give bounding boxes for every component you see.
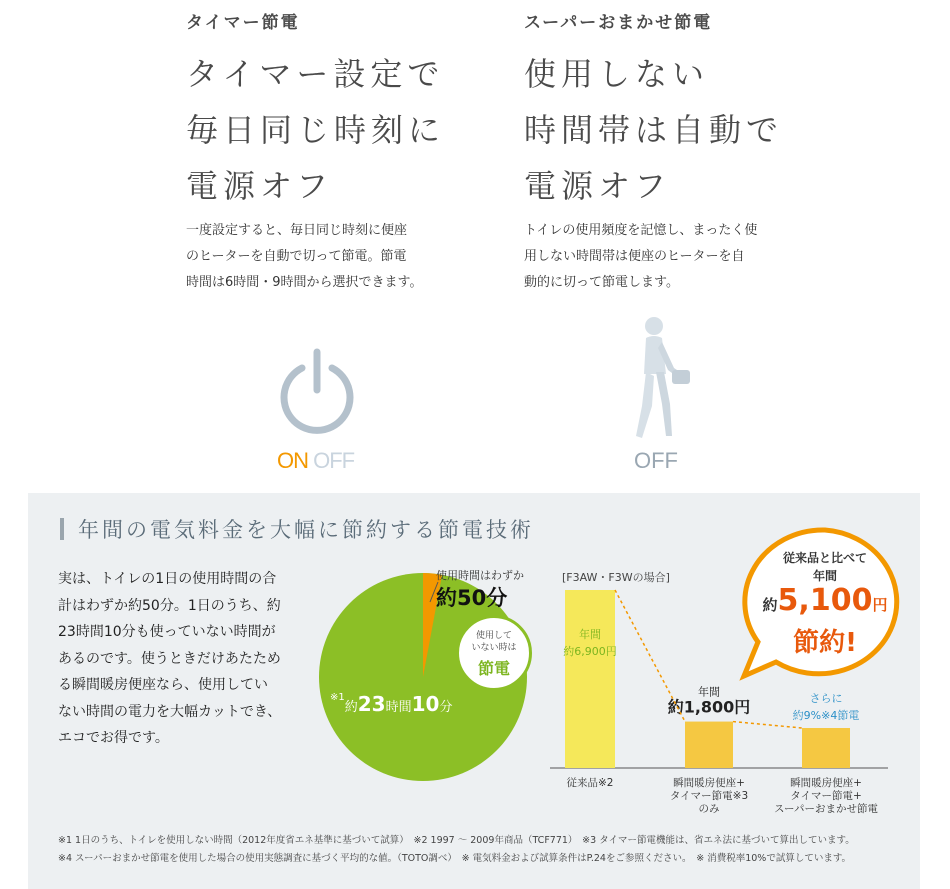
bubble-emphasis: 節電 [477, 659, 510, 678]
category-label: のみ [698, 803, 720, 815]
description-line: 用しない時間帯は便座のヒーターを自 [524, 249, 745, 264]
headline-line: 毎日同じ時刻に [186, 111, 446, 149]
trend-line [615, 590, 685, 722]
bar-data-label: 年間 [698, 685, 720, 699]
category-label: 瞬間暖房便座+ [673, 777, 745, 789]
bar-data-label: 約1,800円 [667, 697, 751, 717]
headline-line: タイマー設定で [186, 55, 445, 93]
bubble-line: 使用して [475, 631, 512, 641]
footnote-ref: ※1 [330, 692, 345, 703]
footnote-line: ※4 スーパーおまかせ節電を使用した場合の使用実態調査に基づく平均的な値。（TOTO調べ） ※ 電気料金および試算条件はP.24をご参照ください。 ※ 消費税率10%で試算しています。 [58, 853, 852, 864]
panel-body-text [58, 566, 281, 752]
minutes-unit: 分 [439, 700, 453, 715]
pie-used-label: 使用時間はわずか [436, 569, 524, 582]
body-line: 計はわずか約50分。1日のうち、約 [58, 597, 281, 614]
bar-1 [565, 590, 615, 768]
heading-accent-bar [60, 518, 64, 540]
approx-label: 約 [762, 596, 778, 614]
pie-unused-label [330, 692, 452, 716]
off-label: OFF [313, 448, 355, 473]
description-line: 動的に切って節電します。 [524, 275, 679, 290]
chart-subtitle: [F3AW・F3Wの場合] [562, 571, 670, 584]
description-line: 一度設定すると、毎日同じ時刻に便座 [186, 223, 408, 238]
body-line: 実は、トイレの1日の使用時間の合 [58, 571, 277, 587]
body-line: る瞬間暖房便座なら、使用してい [58, 677, 268, 693]
hours-value: 23 [357, 692, 386, 716]
trend-line [733, 722, 802, 728]
super-feature-title: スーパーおまかせ節電 [524, 13, 713, 33]
amount-value: 5,100 [777, 583, 873, 618]
body-line: ない時間の電力を大幅カットでき、 [58, 703, 282, 720]
on-label: ON [277, 448, 308, 473]
bar-data-label: 約9%※4節電 [792, 709, 860, 723]
burst-amount [736, 583, 914, 618]
burst-line-4: 節約! [793, 628, 857, 658]
off-label: OFF [634, 448, 678, 473]
bubble-line: いない時は [471, 643, 517, 653]
bar-3 [802, 728, 850, 768]
hours-unit: 時間 [385, 700, 412, 715]
description-line: トイレの使用頻度を記憶し、まったく使 [524, 223, 758, 238]
on-off-label [277, 448, 354, 474]
burst-line-2: 年間 [812, 569, 837, 583]
body-line: エコでお得です。 [58, 730, 169, 746]
category-label: タイマー節電※3 [669, 790, 749, 802]
burst-line-1: 従来品と比べて [782, 551, 867, 565]
timer-feature-title: タイマー節電 [186, 13, 300, 33]
footnotes [58, 832, 855, 868]
person-walking-icon [624, 314, 700, 440]
category-label: タイマー節電+ [790, 790, 862, 802]
headline-line: 電源オフ [524, 167, 672, 205]
description-line: 時間は6時間・9時間から選択できます。 [186, 275, 423, 290]
panel-heading: 年間の電気料金を大幅に節約する節電技術 [78, 518, 534, 542]
minutes-value: 10 [411, 692, 440, 716]
approx-label: 約 [344, 700, 358, 715]
power-icon [276, 346, 358, 436]
body-line: あるのです。使うときだけあたため [58, 650, 281, 667]
currency-unit: 円 [872, 596, 888, 614]
headline-line: 使用しない [524, 55, 710, 93]
timer-feature-description [186, 218, 423, 296]
category-label: 従来品※2 [566, 777, 614, 789]
super-feature-description [524, 218, 757, 296]
description-line: のヒーターを自動で切って節電。節電 [186, 249, 407, 264]
category-label: スーパーおまかせ節電 [774, 803, 878, 815]
headline-line: 時間帯は自動で [524, 111, 784, 149]
headline-line: 電源オフ [186, 167, 334, 205]
body-line: 23時間10分も使っていない時間が [58, 624, 276, 640]
category-label: 瞬間暖房便座+ [790, 777, 862, 789]
bar-data-label: さらに [809, 692, 843, 706]
bar-data-label: 約6,900円 [563, 645, 617, 658]
pie-used-value: 約50分 [436, 586, 508, 610]
bar-data-label: 年間 [579, 628, 601, 641]
footnote-line: ※1 1日のうち、トイレを使用しない時間（2012年度省エネ基準に基づいて試算） ※2 1997 ～ 2009年商品（TCF771） ※3 タイマー節電機能は、省エネ法に基づいて算出しています。 [58, 835, 855, 846]
super-feature-headline [524, 46, 783, 214]
bar-2 [685, 722, 733, 768]
savings-bubble [456, 615, 532, 691]
timer-feature-headline [186, 46, 445, 214]
